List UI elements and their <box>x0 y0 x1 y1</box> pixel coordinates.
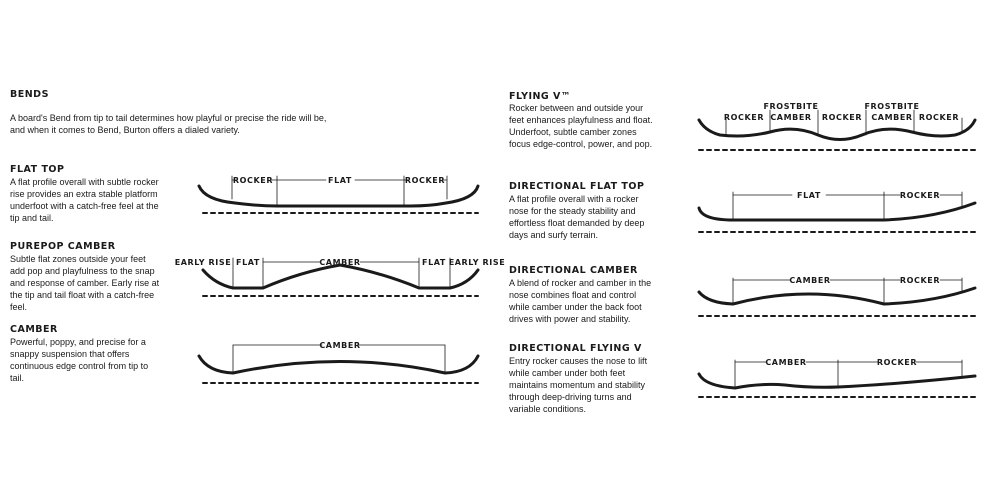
directional-flying-v-heading: DIRECTIONAL FLYING V <box>509 343 642 354</box>
camber-profile <box>199 345 478 383</box>
directional-flat-top-heading: DIRECTIONAL FLAT TOP <box>509 181 645 192</box>
flat-top-description: A flat profile overall with subtle rocker rise provides an extra stable platform underfoot with a catch-free feel at the tip and tail. <box>10 177 159 223</box>
flying-v-label-rocker-3: ROCKER <box>918 113 960 122</box>
directional-flying-v-label-rocker: ROCKER <box>876 358 918 367</box>
flying-v-heading: FLYING V™ <box>509 91 571 102</box>
flying-v-label-rocker-1: ROCKER <box>723 113 765 122</box>
intro-text: A board's Bend from tip to tail determines how playful or precise the ride will be, and when it comes to Bend, Burton offers a dialed variety. <box>10 113 327 135</box>
camber-description: Powerful, poppy, and precise for a snappy suspension that offers continuous edge control from tip to tail. <box>10 337 149 383</box>
directional-camber-label-camber: CAMBER <box>789 276 831 285</box>
flat-top-label-rocker-1: ROCKER <box>232 176 274 185</box>
directional-camber-description: A blend of rocker and camber in the nose combines float and control while camber under the back foot drives with power and stability. <box>509 278 652 324</box>
directional-flat-top-label-rocker: ROCKER <box>899 191 941 200</box>
purepop-label-camber: CAMBER <box>319 258 361 267</box>
directional-flat-top-label-flat: FLAT <box>797 191 821 200</box>
flying-v-label-camber-2: CAMBER <box>871 113 913 122</box>
purepop-label-early-rise-2: EARLY RISE <box>448 258 506 267</box>
flat-top-label-rocker-2: ROCKER <box>404 176 446 185</box>
flying-v-label-rocker-2: ROCKER <box>821 113 863 122</box>
purepop-label-flat-1: FLAT <box>236 258 260 267</box>
flying-v-label-frostbite-1: FROSTBITE <box>763 102 819 111</box>
directional-camber-heading: DIRECTIONAL CAMBER <box>509 265 638 276</box>
directional-flying-v-label-camber: CAMBER <box>765 358 807 367</box>
directional-flying-v-profile <box>699 360 975 397</box>
directional-camber-label-rocker: ROCKER <box>899 276 941 285</box>
purepop-label-early-rise-1: EARLY RISE <box>174 258 232 267</box>
camber-label-camber: CAMBER <box>319 341 361 350</box>
camber-heading: CAMBER <box>10 324 58 335</box>
purepop-label-flat-2: FLAT <box>422 258 446 267</box>
flat-top-label-flat: FLAT <box>328 176 352 185</box>
directional-flat-top-description: A flat profile overall with a rocker nose for the steady stability and effortless float demanded by deep days and surfy terrain. <box>509 194 645 240</box>
directional-flying-v-description: Entry rocker causes the nose to lift while camber under both feet maintains momentum and stability through deep-driving turns and variable conditions. <box>509 356 648 414</box>
flat-top-heading: FLAT TOP <box>10 164 65 175</box>
purepop-camber-description: Subtle flat zones outside your feet add pop and playfulness to the snap and response of camber. Early rise at the tip and tail float with a catch-free feel. <box>10 254 160 312</box>
flying-v-description: Rocker between and outside your feet enhances playfulness and float. Underfoot, subtle camber zones focus edge-control, power, and pop. <box>509 103 653 149</box>
page-title: BENDS <box>10 89 49 100</box>
flying-v-label-camber-1: CAMBER <box>770 113 812 122</box>
purepop-camber-heading: PUREPOP CAMBER <box>10 241 116 252</box>
flying-v-label-frostbite-2: FROSTBITE <box>864 102 920 111</box>
